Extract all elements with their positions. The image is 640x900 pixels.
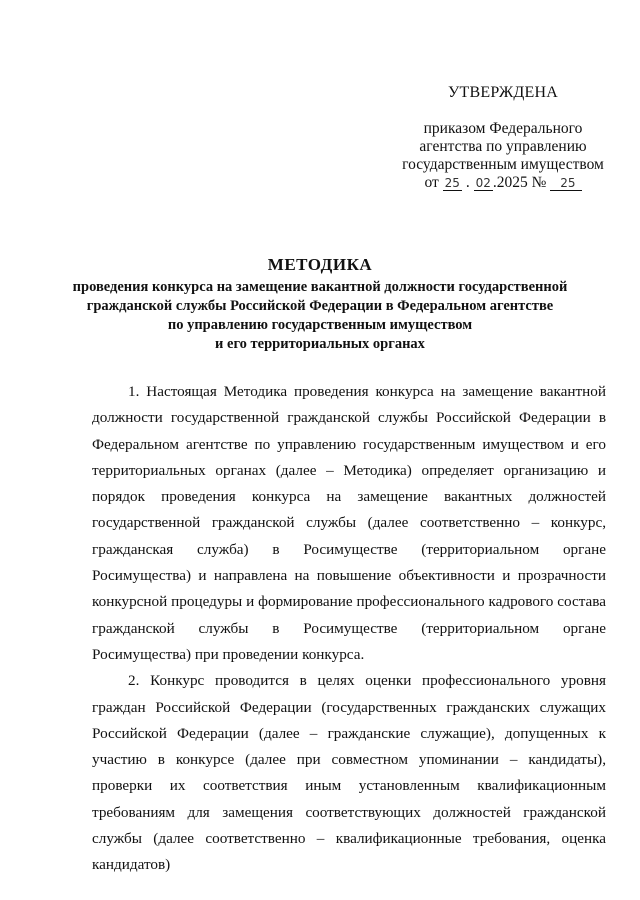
subtitle-line-1: проведения конкурса на замещение вакантной должности государственной [72,279,568,295]
paragraph-2: 2. Конкурс проводится в целях оценки профессионального уровня граждан Российской Федерации (государственных гражданских служащих Российской Федерации (далее – гражданские служащие), допущенных к участию в конкурсе (далее при совместном упоминании – кандидаты), проверки их соответствия иным установленным квалификационным требованиям для замещения соответствующих должностей гражданской службы (далее соответственно – квалификационные требования, оценка кандидатов) [92,672,606,874]
approval-heading: УТВЕРЖДЕНА [447,84,558,101]
document-title: МЕТОДИКА [267,255,373,274]
approval-block [398,84,608,192]
subtitle-line-4: и его территориальных органах [215,336,425,352]
order-dot: . [465,174,470,191]
order-year: .2025 № [492,174,547,191]
order-day: 25 [444,176,460,190]
order-number: 25 [550,176,581,191]
document-body [92,379,606,879]
approval-line-2: агентства по управлению [419,138,587,155]
subtitle-line-2: гражданской службы Российской Федерации в Федеральном агентстве [86,298,554,314]
approval-line-3: государственным имуществом [402,156,604,173]
order-prefix: от [424,174,439,191]
document-subtitle [72,278,568,354]
approval-line-1: приказом Федерального [423,120,583,137]
order-date-line [398,174,608,192]
subtitle-line-3: по управлению государственным имуществом [167,317,473,333]
order-month: 02 [475,176,491,190]
paragraph-1: 1. Настоящая Методика проведения конкурса на замещение вакантной должности государственной гражданской службы Российской Федерации в Федеральном агентстве по управлению государственным имуществом и его территориальных органах (далее – Методика) определяет организацию и порядок проведения конкурса на замещение вакантных должностей государственной гражданской службы (далее соответственно – конкурс, гражданская служба) в Росимуществе (территориальном органе Росимущества) и направлена на повышение объективности и прозрачности конкурсной процедуры и формирование профессионального кадрового состава гражданской службы в Росимуществе (территориальном органе Росимущества) при проведении конкурса. [92,383,606,663]
